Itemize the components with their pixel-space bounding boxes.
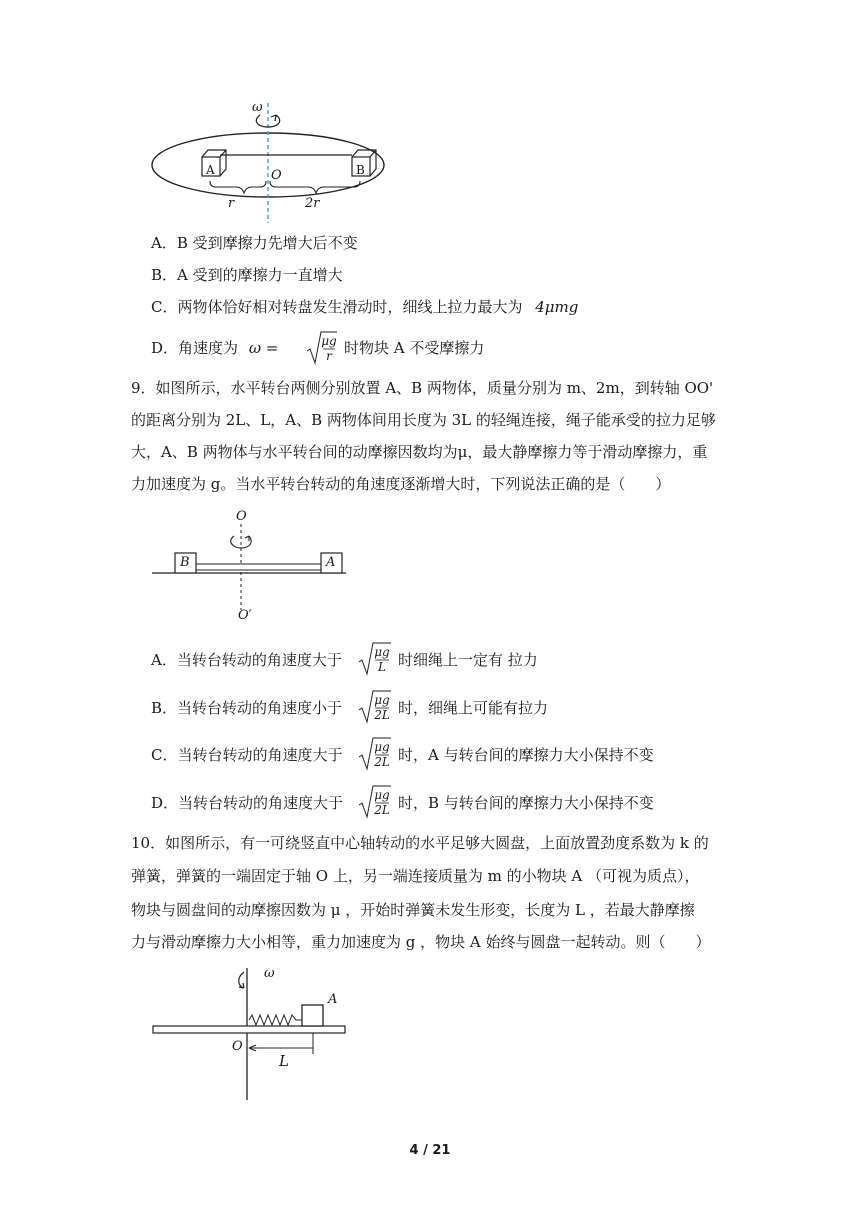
q10-stem-line-2: 弹簧，弹簧的一端固定于轴 O 上，另一端连接质量为 m 的小物块 A （可视为质点），	[131, 867, 700, 885]
q8-option-d	[151, 338, 278, 358]
q9-option-d-post: 时，B 与转台间的摩擦力大小保持不变	[398, 794, 654, 812]
q9-b-den: 2L	[374, 708, 390, 722]
q9-option-c-pre: C．当转台转动的角速度大于	[151, 746, 343, 764]
q9-a-sqrt	[358, 640, 392, 680]
q9-option-b-post: 时，细绳上可能有拉力	[398, 699, 549, 717]
q9-a-den: L	[378, 660, 386, 674]
q9-c-sqrt	[358, 735, 392, 775]
brace-2r	[270, 181, 360, 193]
q10-stem-line-1: 10．如图所示，有一可绕竖直中心轴转动的水平足够大圆盘，上面放置劲度系数为 k 的	[131, 834, 709, 852]
q9-option-a-pre: A．当转台转动的角速度大于	[151, 651, 342, 669]
q9-stem-line-4: 力加速度为 g。当水平转台转动的角速度逐渐增大时，下列说法正确的是（ ）	[131, 475, 671, 493]
q9-option-d-pre: D．当转台转动的角速度大于	[151, 794, 344, 812]
q8-option-d-post: 时物块 A 不受摩擦力	[344, 339, 485, 357]
disc	[153, 1026, 345, 1033]
fig1-a-label: A	[206, 163, 215, 177]
platform-bar	[196, 564, 322, 570]
fig1-r-label: r	[228, 196, 235, 211]
q8-option-d-pre: D．角速度为	[151, 339, 239, 357]
q8-option-a: A．B 受到摩擦力先增大后不变	[151, 234, 358, 252]
q8-option-d-eq: ω =	[248, 339, 279, 357]
q8-option-c	[151, 297, 578, 317]
figure-turntable-ab	[140, 95, 400, 225]
q9-c-den: 2L	[374, 755, 390, 769]
fig1-2r-label: 2r	[305, 196, 320, 211]
q10-stem-line-3: 物块与圆盘间的动摩擦因数为 μ ，开始时弹簧未发生形变，长度为 L ，若最大静摩擦	[131, 901, 695, 919]
q9-a-num: μg	[374, 645, 390, 659]
q9-stem-line-2: 的距离分别为 2L、L，A、B 两物体间用长度为 3L 的轻绳连接，绳子能承受的拉力足够	[131, 411, 716, 429]
fig2-o2-label: O′	[238, 608, 252, 623]
fig2-o-label: O	[236, 509, 247, 524]
q8-d-num: μg	[321, 334, 337, 348]
q10-stem-line-4: 力与滑动摩擦力大小相等，重力加速度为 g ，物块 A 始终与圆盘一起转动。则（ ）	[131, 933, 711, 951]
q8-option-c-math: 4μmg	[535, 298, 579, 316]
q9-d-num: μg	[374, 788, 390, 802]
fig2-a-label: A	[326, 555, 336, 570]
q8-option-c-text: C．两物体恰好相对转盘发生滑动时，细线上拉力最大为	[151, 298, 523, 316]
fig3-omega-label: ω	[264, 966, 275, 981]
fig1-o-label: O	[271, 168, 282, 183]
q9-option-b-pre: B．当转台转动的角速度小于	[151, 699, 343, 717]
fig1-b-label: B	[356, 163, 365, 177]
page-number: 4 / 21	[409, 1143, 451, 1158]
block-a-3	[302, 1005, 323, 1026]
q9-d-sqrt	[358, 783, 392, 823]
fig3-l-label: L	[279, 1052, 289, 1070]
q9-stem-line-1: 9．如图所示，水平转台两侧分别放置 A、B 两物体，质量分别为 m、2m，到转轴 OO'	[131, 379, 714, 397]
q8-d-den: r	[326, 349, 332, 363]
q9-option-c-post: 时，A 与转台间的摩擦力大小保持不变	[398, 746, 654, 764]
q8-d-sqrt	[306, 329, 338, 369]
q9-b-num: μg	[374, 693, 390, 707]
brace-r	[210, 181, 266, 193]
q9-d-den: 2L	[374, 803, 390, 817]
q9-stem-line-3: 大，A、B 两物体与水平转台间的动摩擦因数均为μ，最大静摩擦力等于滑动摩擦力，重	[131, 443, 708, 461]
figure-spring-disc	[150, 958, 360, 1103]
q8-option-b: B．A 受到的摩擦力一直增大	[151, 266, 343, 284]
spring	[249, 1015, 302, 1025]
q9-c-num: μg	[374, 740, 390, 754]
fig1-omega-label: ω	[252, 100, 263, 115]
fig2-b-label: B	[180, 555, 190, 570]
fig3-a-label: A	[328, 992, 338, 1007]
q9-b-sqrt	[358, 688, 392, 728]
q9-option-a-post: 时细绳上一定有 拉力	[398, 651, 538, 669]
fig3-o-label: O	[232, 1039, 243, 1054]
